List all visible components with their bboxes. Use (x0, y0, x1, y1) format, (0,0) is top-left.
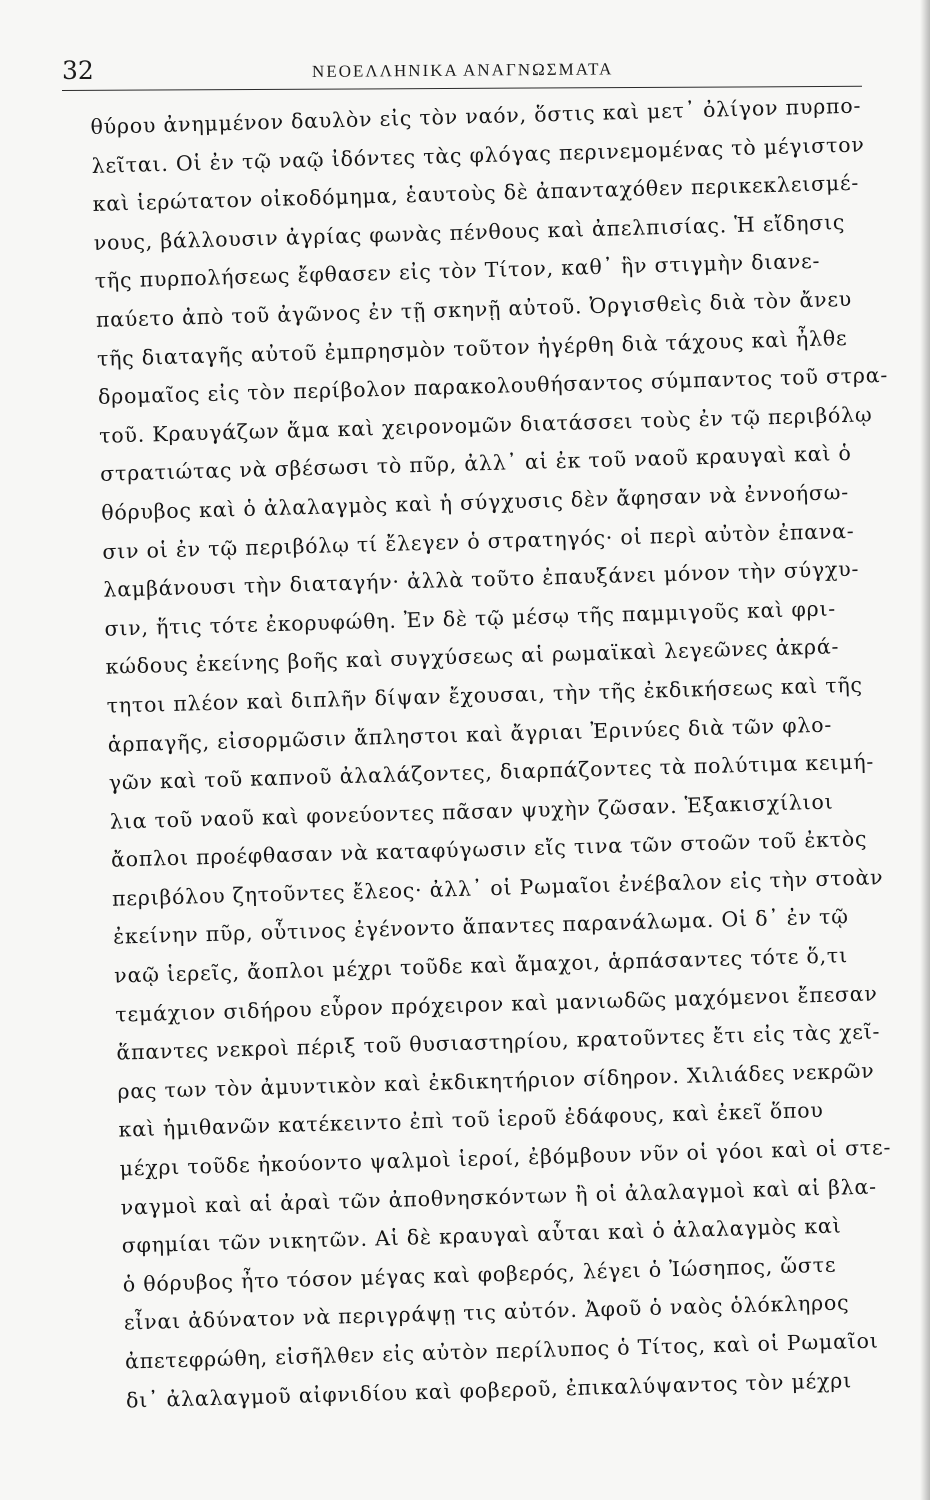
page-edge-shadow (920, 0, 930, 1500)
text-line: σιν οἱ ἐν τῷ περιβόλῳ τί ἔλεγεν ὁ στρατηγός· οἱ περὶ αὐτὸν ἐπανα- (102, 518, 855, 564)
text-line: σφημίαι τῶν νικητῶν. Αἱ δὲ κραυγαὶ αὗται καὶ ὁ ἀλαλαγμὸς καὶ (121, 1213, 842, 1258)
text-line: λια τοῦ ναοῦ καὶ φονεύοντες πᾶσαν ψυχὴν ζῶσαν. Ἑξακισχίλιοι (109, 789, 834, 834)
text-line: ἅπαντες νεκροὶ πέριξ τοῦ θυσιαστηρίου, κρατοῦντες ἔτι εἰς τὰς χεῖ- (116, 1019, 881, 1065)
text-line: ἐκείνην πῦρ, οὗτινος ἐγένοντο ἅπαντες παρανάλωμα. Οἱ δ᾿ ἐν τῷ (112, 904, 850, 950)
text-line: λαμβάνουσι τὴν διαταγήν· ἀλλὰ τοῦτο ἐπαυξάνει μόνον τὴν σύγχυ- (103, 556, 860, 602)
text-line: τοῦ. Κραυγάζων ἅμα καὶ χειρονομῶν διατάσσει τοὺς ἐν τῷ περιβόλῳ (98, 402, 873, 448)
text-line: εἶναι ἀδύνατον νὰ περιγράψῃ τις αὐτόν. Ἀφοῦ ὁ ναὸς ὁλόκληρος (123, 1290, 850, 1335)
text-line: λεῖται. Οἱ ἐν τῷ ναῷ ἰδόντες τὰς φλόγας περινεμομένας τὸ μέγιστον (91, 131, 865, 178)
text-line: γῶν καὶ τοῦ καπνοῦ ἀλαλάζοντες, διαρπάζοντες τὰ πολύτιμα κειμή- (108, 749, 875, 795)
text-line: στρατιώτας νὰ σβέσωσι τὸ πῦρ, ἀλλ᾿ αἱ ἐκ τοῦ ναοῦ κραυγαὶ καὶ ὁ (99, 441, 852, 487)
page-number: 32 (62, 56, 94, 85)
text-line: τητοι πλέον καὶ διπλῆν δίψαν ἔχουσαι, τὴν τῆς ἐκδικήσεως καὶ τῆς (106, 672, 864, 718)
text-line: καὶ ἱερώτατον οἰκοδόμημα, ἑαυτοὺς δὲ ἀπανταχόθεν περικεκλεισμέ- (92, 170, 860, 217)
text-line: θόρυβος καὶ ὁ ἀλαλαγμὸς καὶ ἡ σύγχυσις δὲν ἄφησαν νὰ ἐννοήσω- (100, 479, 850, 525)
text-line: παύετο ἀπὸ τοῦ ἀγῶνος ἐν τῇ σκηνῇ αὐτοῦ. Ὀργισθεὶς διὰ τὸν ἄνευ (95, 286, 853, 332)
text-line: κώδους ἐκείνης βοῆς καὶ συγχύσεως αἱ ρωμαϊκαὶ λεγεῶνες ἀκρά- (105, 634, 840, 680)
text-line: τῆς πυρπολήσεως ἔφθασεν εἰς τὸν Τίτον, καθ᾿ ἣν στιγμὴν διανε- (94, 249, 821, 294)
text-line: περιβόλου ζητοῦντες ἔλεος· ἀλλ᾿ οἱ Ρωμαῖοι ἐνέβαλον εἰς τὴν στοὰν (111, 865, 884, 911)
text-line: σιν, ἥτις τότε ἐκορυφώθη. Ἐν δὲ τῷ μέσῳ τῆς παμμιγοῦς καὶ φρι- (104, 596, 837, 641)
text-line: ρας των τὸν ἀμυντικὸν καὶ ἐκδικητήριον σίδηρον. Χιλιάδες νεκρῶν (117, 1058, 875, 1104)
text-line: νους, βάλλουσιν ἀγρίας φωνὰς πένθους καὶ ἀπελπισίας. Ἡ εἴδησις (93, 209, 846, 255)
text-line: μέχρι τοῦδε ἠκούοντο ψαλμοὶ ἱεροί, ἐβόμβουν νῦν οἱ γόοι καὶ οἱ στε- (119, 1135, 892, 1181)
text-line: δρομαῖος εἰς τὸν περίβολον παρακολουθήσαντος σύμπαντος τοῦ στρα- (97, 362, 889, 410)
text-line: θύρου ἀνημμένον δαυλὸν εἰς τὸν ναόν, ὅστις καὶ μετ᾿ ὀλίγον πυρπο- (90, 93, 862, 139)
text-line: τῆς διαταγῆς αὐτοῦ ἐμπρησμὸν τοῦτον ἠγέρθη διὰ τάχους καὶ ἦλθε (96, 325, 848, 371)
text-line: ναγμοὶ καὶ αἱ ἀραὶ τῶν ἀποθνησκόντων ἢ οἱ ἀλαλαγμοὶ καὶ αἱ βλα- (120, 1174, 878, 1220)
text-line: ἁρπαγῆς, εἰσορμῶσιν ἄπληστοι καὶ ἄγριαι Ἐρινύες διὰ τῶν φλο- (107, 712, 833, 757)
page-header (62, 50, 872, 90)
running-title: ΝΕΟΕΛΛΗΝΙΚΑ ΑΝΑΓΝΩΣΜΑΤΑ (311, 59, 614, 81)
text-line: ὁ θόρυβος ἦτο τόσον μέγας καὶ φοβερός, λέγει ὁ Ἰώσηπος, ὥστε (122, 1252, 837, 1297)
text-line: ἀπετεφρώθη, εἰσῆλθεν εἰς αὐτὸν περίλυπος ὁ Τίτος, καὶ οἱ Ρωμαῖοι (124, 1328, 879, 1374)
text-line: ἄοπλοι προέφθασαν νὰ καταφύγωσιν εἴς τινα τῶν στοῶν τοῦ ἐκτὸς (110, 826, 868, 872)
text-line: δι᾿ ἀλαλαγμοῦ αἰφνιδίου καὶ φοβεροῦ, ἐπικαλύψαντος τὸν μέχρι (125, 1367, 853, 1413)
body-text (90, 85, 930, 1420)
text-line: καὶ ἡμιθανῶν κατέκειντο ἐπὶ τοῦ ἱεροῦ ἐδάφους, καὶ ἐκεῖ ὅπου (118, 1098, 824, 1143)
text-line: ναῷ ἱερεῖς, ἄοπλοι μέχρι τοῦδε καὶ ἄμαχοι, ἁρπάσαντες τότε ὅ,τι (113, 943, 849, 988)
text-line: τεμάχιον σιδήρου εὗρον πρόχειρον καὶ μανιωδῶς μαχόμενοι ἔπεσαν (114, 981, 878, 1027)
